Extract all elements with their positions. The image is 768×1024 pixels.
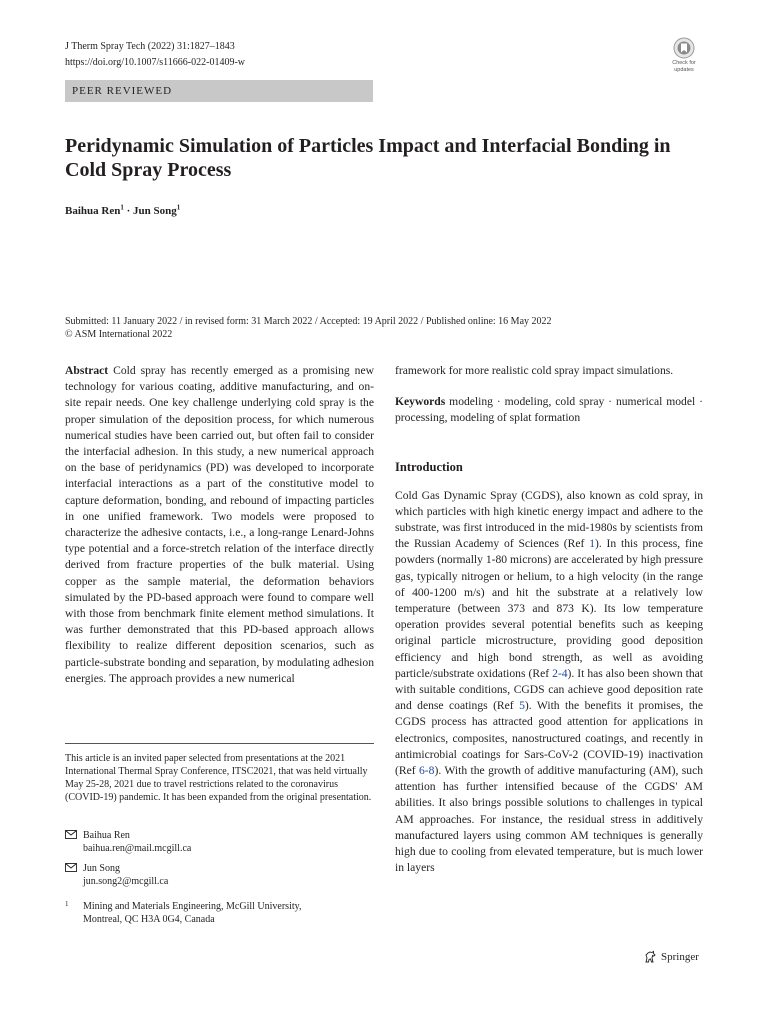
doi-link[interactable]: https://doi.org/10.1007/s11666-022-01409-w xyxy=(65,57,245,68)
reference-link[interactable]: 6-8 xyxy=(419,764,435,778)
author-name[interactable]: Jun Song xyxy=(133,205,177,217)
intro-text-2: ). In this process, fine powders (normally 1-80 microns) are accelerated by high pressure gas, typically nitrogen or helium, to a high velocity (in the range of 400-1200 m/s) and hit the substrate at a relatively low temperature (between 373 and 873 K). Its low temperature operation provides several potential benefits such as keeping original particle microstructure, providing good deposition efficiency and high bond strength, as well as avoiding particle/substrate oxidations (Ref xyxy=(395,537,703,680)
keywords-label: Keywords xyxy=(395,395,446,409)
author-separator: · xyxy=(123,205,133,217)
reference-link[interactable]: 2-4 xyxy=(552,666,568,680)
check-for-updates-badge[interactable] xyxy=(666,37,702,73)
envelope-icon xyxy=(65,830,77,839)
abstract-continuation: framework for more realistic cold spray impact simulations. xyxy=(395,364,674,377)
contact-item xyxy=(65,829,374,855)
author-name[interactable]: Baihua Ren xyxy=(65,205,121,217)
introduction-paragraph xyxy=(395,488,703,877)
keywords-block xyxy=(395,394,703,426)
article-history xyxy=(65,315,715,341)
abstract-label: Abstract xyxy=(65,364,109,377)
copyright-line: © ASM International 2022 xyxy=(65,329,173,340)
reference-link[interactable]: 5 xyxy=(519,699,525,713)
intro-text-1: Cold Gas Dynamic Spray (CGDS), also known as cold spray, in which particles with high kinetic energy impact and adhere to the substrate, was first introduced in the mid-1980s by scientists from the Russian Academy of Sciences (Ref xyxy=(395,488,703,551)
affiliation-mark: 1 xyxy=(65,900,69,908)
journal-citation: J Therm Spray Tech (2022) 31:1827–1843 xyxy=(65,41,235,52)
footnote-text: This article is an invited paper selected from presentations at the 2021 International Thermal Spray Conference, ITSC2021, that was held virtually May 25-28, 2021 due to travel restrictions related to the coronavirus (COVID-19) pandemic. It has been expanded from the original presentation. xyxy=(65,753,372,803)
reference-link[interactable]: 1 xyxy=(589,537,595,551)
right-column xyxy=(395,363,703,876)
contact-name: Baihua Ren xyxy=(83,830,130,841)
envelope-icon xyxy=(65,863,77,872)
badge-line2: updates xyxy=(674,67,694,73)
article-title: Peridynamic Simulation of Particles Impact and Interfacial Bonding in Cold Spray Process xyxy=(65,135,671,181)
contact-item xyxy=(65,862,374,888)
abstract-block xyxy=(65,363,374,687)
author-list xyxy=(65,204,180,218)
springer-horse-icon xyxy=(643,950,657,964)
footnote-divider xyxy=(65,743,374,744)
publisher-name: Springer xyxy=(661,951,699,963)
affiliation xyxy=(65,900,374,926)
bookmark-icon xyxy=(673,37,695,59)
author-affil-mark: 1 xyxy=(176,203,181,212)
contact-email[interactable]: jun.song2@mcgill.ca xyxy=(83,876,169,887)
badge-line1: Check for xyxy=(672,60,696,66)
abstract-text: Cold spray has recently emerged as a promising new technology for various coating, additive manufacturing, and on-site repair needs. One key challenge underlying cold spray is the proper simulation of the deposition process, for which numerous numerical studies have been carried out, but often fail to consider the interfacial adhesion. In this study, a new numerical approach on the base of peridynamics (PD) was developed to incorporate interfacial interactions as a part of the constitutive model to capture deformation, bonding, and rebound of impacting particles in one unified framework. Two models were proposed to characterize the adhesive contacts, i.e., a long-range Lenard-Johns type potential and a force-stretch relation of the interface directly derived from fracture properties of the bulk material. Using copper as the sample material, the deformation behaviors simulated by the PD-based approach were found to compare well with those from benchmark finite element method simulations. It was further demonstrated that this PD-based approach allows flexibility to realize different deposition scenarios, such as particle-substrate bonding and separation, by modulating adhesion energies. The approach provides a new numerical xyxy=(65,364,374,685)
affiliation-line: Mining and Materials Engineering, McGill University, xyxy=(83,901,302,912)
keywords-text: modeling · modeling, cold spray · numerical model · processing, modeling of splat formation xyxy=(395,395,703,425)
intro-text-4: ). With the benefits it promises, the CGDS process has attracted good attention for applications in electronics, composites, nanostructured coatings, and recently in antimicrobial coatings for Sars-CoV-2 (COVID-19) inactivation (Ref xyxy=(395,699,704,778)
intro-text-5: ). With the growth of additive manufacturing (AM), such attention has further intensified because of the CGDS' AM abilities. It also brings possible solutions to challenges in typical AM approaches. For instance, the residual stress in additively manufactured layers using common AM techniques is generally high due to cooling from elevated temperature, but is much lower in layers xyxy=(395,764,704,875)
publisher-logo xyxy=(643,950,699,964)
introduction-heading: Introduction xyxy=(395,459,463,474)
affiliation-line: Montreal, QC H3A 0G4, Canada xyxy=(83,914,215,925)
peer-reviewed-label: PEER REVIEWED xyxy=(65,80,373,102)
intro-text-3: ). It has also been shown that with suitable conditions, CGDS can achieve good deposition rate and dense coatings (Ref xyxy=(395,666,703,713)
contact-email[interactable]: baihua.ren@mail.mcgill.ca xyxy=(83,843,192,854)
author-affil-mark: 1 xyxy=(120,203,124,212)
contact-name: Jun Song xyxy=(83,863,120,874)
history-dates: Submitted: 11 January 2022 / in revised form: 31 March 2022 / Accepted: 19 April 2022 / Published online: 16 May 2022 xyxy=(65,316,552,327)
